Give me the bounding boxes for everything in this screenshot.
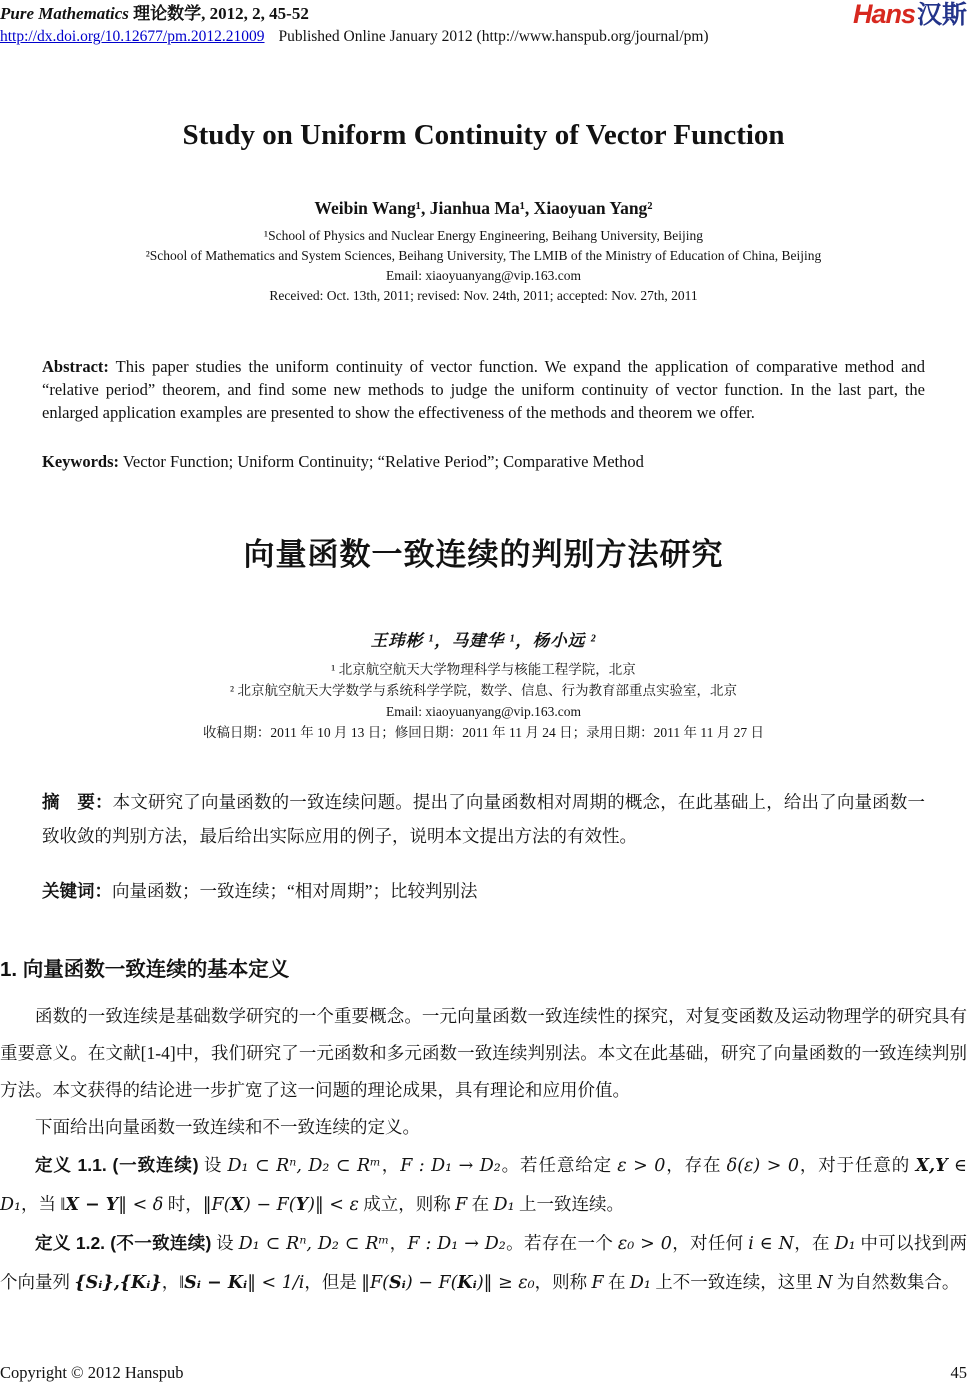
paper-title-chinese: 向量函数一致连续的判别方法研究 xyxy=(243,537,724,572)
page-number: 45 xyxy=(950,1363,967,1382)
keywords-text-english: Vector Function; Uniform Continuity; “Relative Period”; Comparative Method xyxy=(119,452,644,471)
published-online-text: Published Online January 2012 (http://www.hanspub.org/journal/pm) xyxy=(278,28,709,45)
affiliation-1-english: ¹School of Physics and Nuclear Energy Engineering, Beihang University, Beijing xyxy=(264,228,703,243)
doi-line xyxy=(0,26,967,47)
affiliations-english xyxy=(0,226,967,306)
abstract-chinese xyxy=(42,785,925,853)
definition-1-2-text: 设 D₁ ⊂ Rⁿ, D₂ ⊂ Rᵐ，F : D₁ → D₂。若存在一个 ε₀ > 0，对任何 i ∈ N，在 D₁ 中可以找到两个向量列 {Sᵢ},{Kᵢ}，‖Sᵢ − Kᵢ‖ < 1/i，但是 ‖F(Sᵢ) − F(Kᵢ)‖ ≥ ε₀，则称 F 在 D₁ 上不一致连续，这里 N 为自然数集合。 xyxy=(0,1233,967,1293)
section-1-heading: 1. 向量函数一致连续的基本定义 xyxy=(0,958,290,981)
abstract-text-english: This paper studies the uniform continuity of vector function. We expand the application of comparative method and “relative period” theorem, and find some new methods to judge the uniform continuity of vector function. In the last part, the enlarged application examples are presented to show the effectiveness of the methods and theorem we offer. xyxy=(42,357,925,422)
definition-1-2-label: 定义 1.2. (不一致连续) xyxy=(35,1233,212,1253)
authors-chinese: 王玮彬 ¹，马建华 ¹，杨小远 ² xyxy=(370,631,597,650)
affiliations-chinese xyxy=(0,659,967,743)
abstract-label-chinese: 摘 要： xyxy=(42,792,113,812)
keywords-label-english: Keywords: xyxy=(42,452,119,471)
email-english: Email: xiaoyuanyang@vip.163.com xyxy=(385,268,582,283)
received-dates-english: Received: Oct. 13th, 2011; revised: Nov. 24th, 2011; accepted: Nov. 27th, 2011 xyxy=(269,288,698,303)
keywords-chinese xyxy=(42,879,925,903)
section-1-paragraph-1: 函数的一致连续是基础数学研究的一个重要概念。一元向量函数一致连续性的探究，对复变函数及运动物理学的研究具有重要意义。在文献[1-4]中，我们研究了一元函数和多元函数一致连续判别法。本文在此基础，研究了向量函数的一致连续判别方法。本文获得的结论进一步扩宽了这一问题的理论成果，具有理论和应用价值。 xyxy=(0,1006,967,1100)
journal-title-line xyxy=(0,3,967,24)
hanspub-logo xyxy=(853,1,967,32)
hans-logo-chinese: 汉斯 xyxy=(916,1,967,29)
page-footer xyxy=(0,1363,967,1383)
keywords-label-chinese: 关键词： xyxy=(42,881,112,901)
affiliation-2-chinese: ² 北京航空航天大学数学与系统科学学院，数学、信息、行为教育部重点实验室，北京 xyxy=(230,683,737,698)
doi-link[interactable]: http://dx.doi.org/10.12677/pm.2012.21009 xyxy=(0,28,265,45)
authors-english: Weibin Wang¹, Jianhua Ma¹, Xiaoyuan Yang² xyxy=(314,198,653,218)
copyright-text: Copyright © 2012 Hanspub xyxy=(0,1363,184,1382)
keywords-english xyxy=(42,450,925,473)
abstract-label-english: Abstract: xyxy=(42,357,109,376)
affiliation-1-chinese: ¹ 北京航空航天大学物理科学与核能工程学院，北京 xyxy=(331,662,636,677)
abstract-english xyxy=(42,355,925,424)
hans-logo-latin: Hans xyxy=(852,0,915,29)
journal-header xyxy=(0,0,967,53)
abstract-text-chinese: 本文研究了向量函数的一致连续问题。提出了向量函数相对周期的概念，在此基础上，给出了向量函数一致收敛的判别方法，最后给出实际应用的例子，说明本文提出方法的有效性。 xyxy=(42,792,925,846)
paper-title-english: Study on Uniform Continuity of Vector Function xyxy=(182,119,785,151)
journal-issue-info: 理论数学, 2012, 2, 45-52 xyxy=(128,4,309,23)
affiliation-2-english: ²School of Mathematics and System Sciences, Beihang University, The LMIB of the Ministry of Education of China, Beijing xyxy=(145,248,822,263)
journal-name: Pure Mathematics xyxy=(0,4,129,23)
section-1-paragraph-2: 下面给出向量函数一致连续和不一致连续的定义。 xyxy=(35,1117,420,1137)
email-chinese: Email: xiaoyuanyang@vip.163.com xyxy=(385,704,582,719)
keywords-text-chinese: 向量函数；一致连续；“相对周期”；比较判别法 xyxy=(112,881,478,901)
definition-1-1-text: 设 D₁ ⊂ Rⁿ, D₂ ⊂ Rᵐ，F : D₁ → D₂。若任意给定 ε > 0，存在 δ(ε) > 0，对于任意的 X,Y ∈ D₁，当 ‖X − Y‖ < δ 时，‖F(X) − F(Y)‖ < ε 成立，则称 F 在 D₁ 上一致连续。 xyxy=(0,1155,967,1215)
definition-1-1 xyxy=(0,1146,967,1224)
definition-1-1-label: 定义 1.1. (一致连续) xyxy=(35,1155,199,1175)
definition-1-2 xyxy=(0,1224,967,1302)
received-dates-chinese: 收稿日期：2011 年 10 月 13 日；修回日期：2011 年 11 月 24 日；录用日期：2011 年 11 月 27 日 xyxy=(202,725,765,740)
